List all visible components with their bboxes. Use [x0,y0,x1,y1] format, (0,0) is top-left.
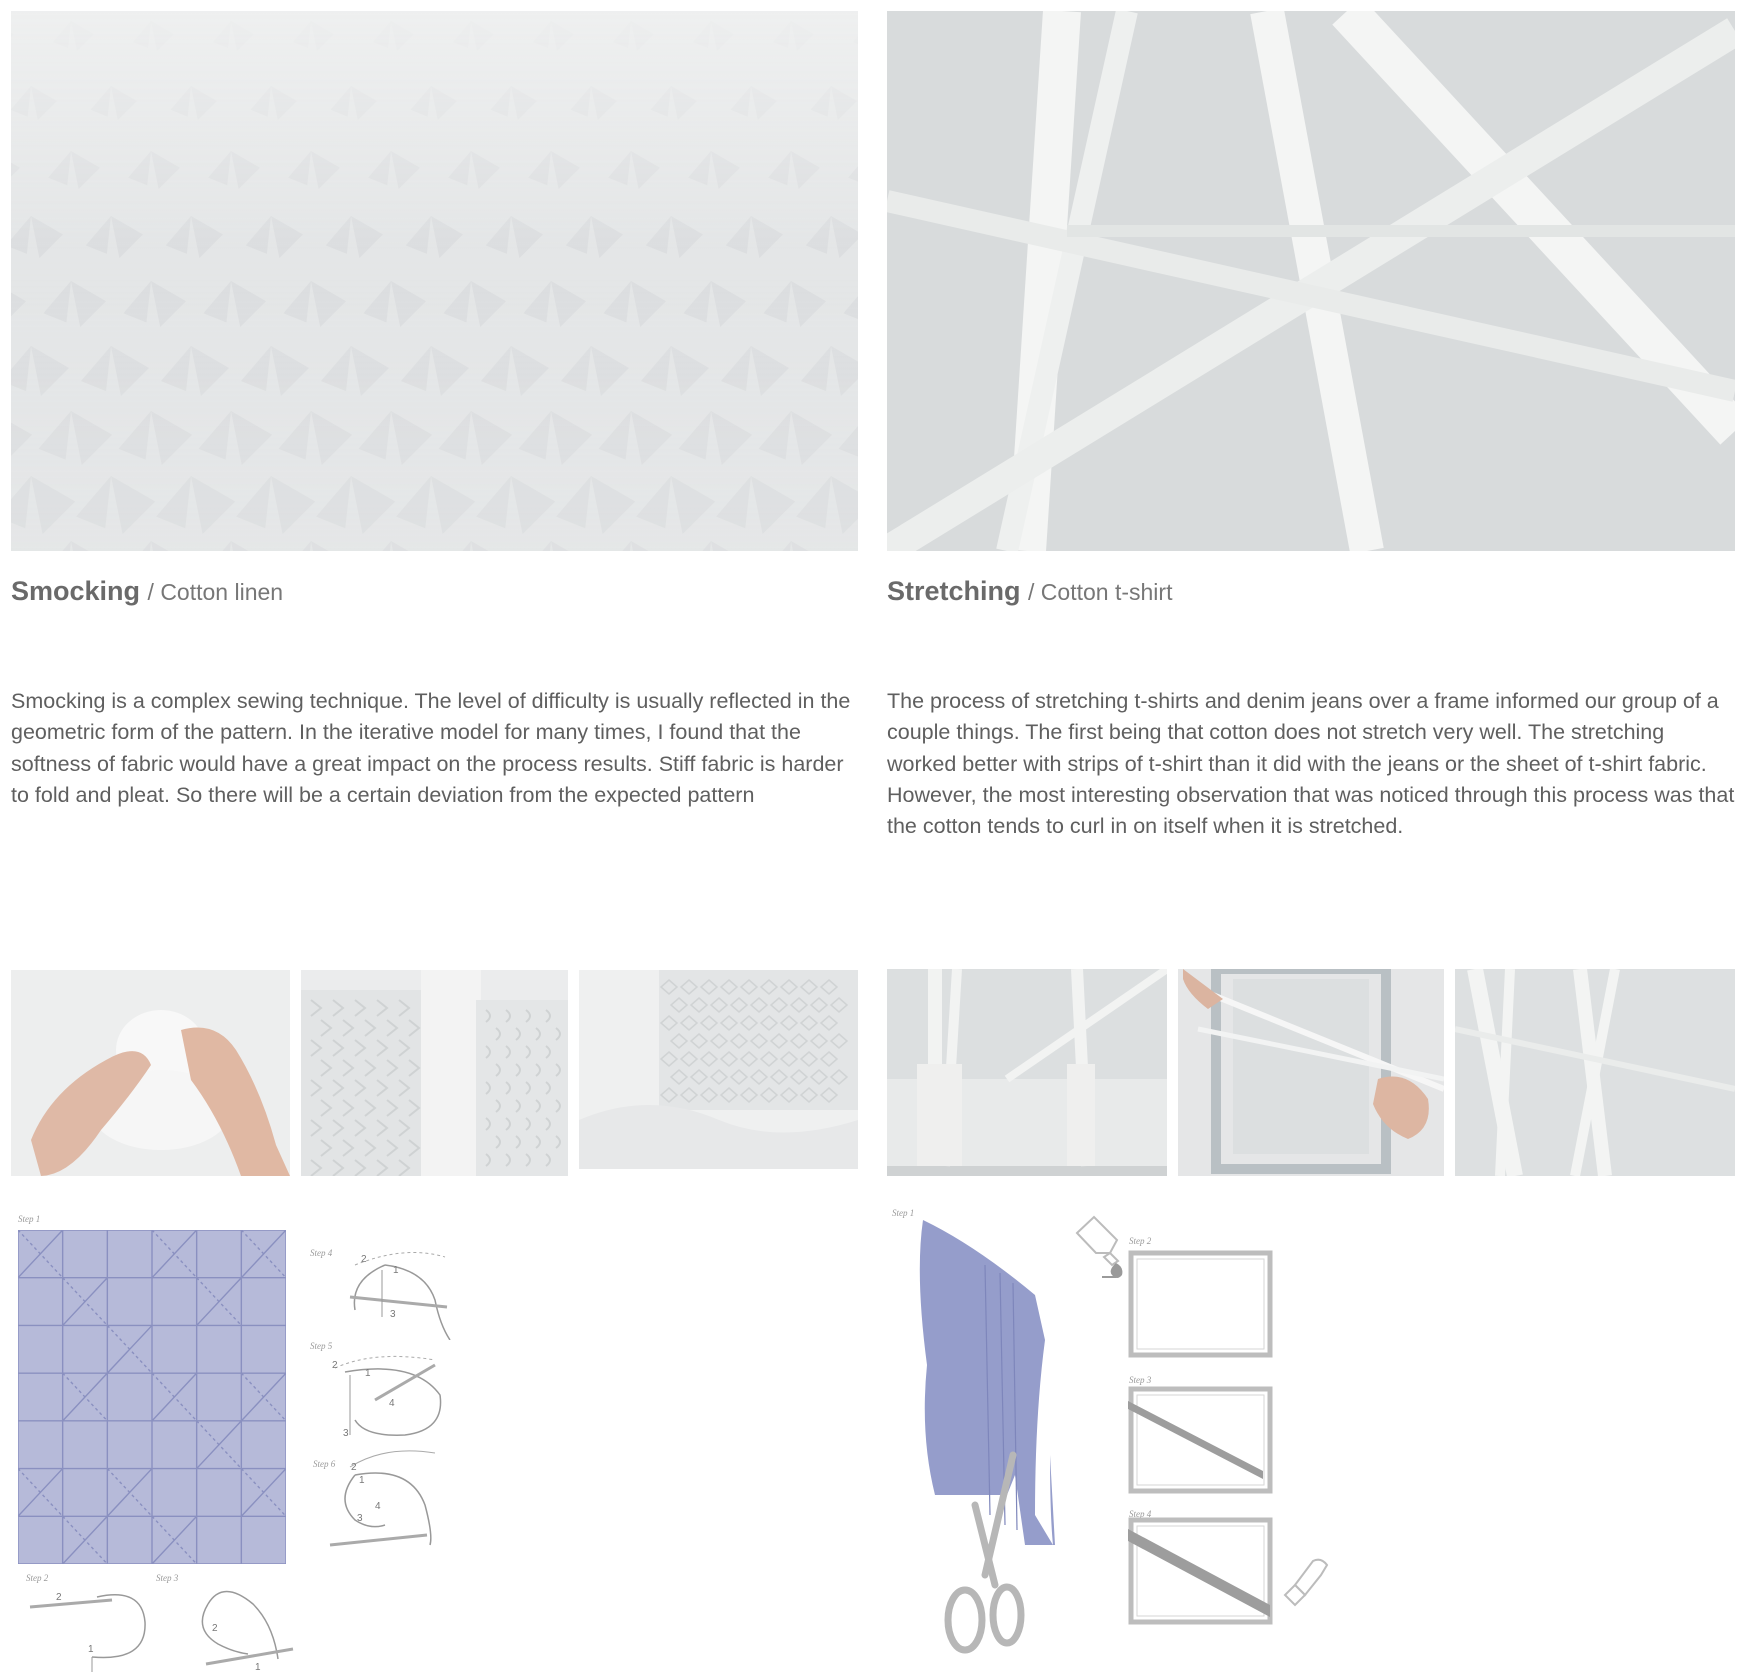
smocking-step2-num-1: 1 [88,1644,94,1655]
smocking-step4-num-1: 1 [393,1265,399,1276]
smocking-step2-label: Step 2 [26,1573,49,1583]
smocking-step3-diagram [188,1584,298,1674]
hands-stretching-frame-photo [1178,969,1444,1176]
smocking-step4-diagram [305,1245,455,1340]
smocking-subtitle: / Cotton linen [147,579,284,605]
stretching-strips-photo [887,11,1735,551]
stretching-subtitle: / Cotton t-shirt [1028,579,1173,605]
smocking-step4-label: Step 4 [310,1248,333,1258]
stretching-step1-label: Step 1 [892,1208,915,1218]
stretching-title [887,576,1172,607]
smocking-step6-num-4: 4 [375,1501,381,1512]
tshirt-cut-diagram [915,1215,1055,1655]
smocking-fabric-photo [11,11,858,551]
smocking-step4-num-3: 3 [390,1309,396,1320]
stretching-description: The process of stretching t-shirts and denim jeans over a frame informed our group of a couple things. The first being that cotton does not stretch very well. The stretching worked better with strips of t-shirt than it did with the jeans or the sheet of t-shirt fabric. However, the most interesting observation that was noticed through this process was that the cotton tends to curl in on itself when it is stretched. [887,689,1735,839]
smocking-step4-num-2: 2 [361,1254,367,1265]
smocking-sample-photo-2 [579,970,858,1169]
smocking-step3-num-2: 2 [212,1623,218,1634]
stretching-step4-label: Step 4 [1129,1509,1152,1519]
smocking-step2-diagram [22,1582,152,1672]
smocking-step6-num-2: 2 [351,1462,357,1473]
frame-step2-diagram [1128,1250,1273,1358]
glue-bottle-icon-2 [1265,1555,1330,1610]
smocking-step1-label: Step 1 [18,1214,41,1224]
smocking-step5-num-1: 1 [365,1368,371,1379]
frame-step3-diagram [1128,1386,1273,1494]
smocking-step6-num-3: 3 [357,1513,363,1524]
stretching-title-text: Stretching [887,576,1021,606]
strips-closeup-photo [1455,969,1735,1176]
frame-step4-diagram [1128,1517,1273,1625]
smocking-step3-label: Step 3 [156,1573,179,1583]
smocking-step5-num-3: 3 [343,1428,349,1439]
smocking-step5-diagram [305,1340,455,1440]
smocking-step3-num-1: 1 [255,1662,261,1673]
smocking-step5-num-4: 4 [389,1398,395,1409]
stretching-step3-label: Step 3 [1129,1375,1152,1385]
hands-sewing-photo [11,970,290,1176]
smocking-title-text: Smocking [11,576,141,606]
smocking-step6-num-1: 1 [359,1475,365,1486]
smocking-step6-diagram [315,1445,460,1550]
smocking-title [11,576,283,607]
smocking-description: Smocking is a complex sewing technique. The level of difficulty is usually reflected in the geometric form of the pattern. In the iterative model for many times, I found that the softness of fabric would have a great impact on the process results. Stiff fabric is harder to fold and pleat. So there will be a certain deviation from the expected pattern [11,689,851,807]
stretching-step2-label: Step 2 [1129,1236,1152,1246]
strips-on-frame-photo [887,969,1167,1176]
smocking-step5-label: Step 5 [310,1341,333,1351]
smocking-sample-photo-1 [301,970,568,1176]
smocking-step5-num-2: 2 [332,1360,338,1371]
smocking-step6-label: Step 6 [313,1459,336,1469]
smocking-grid-pattern [18,1230,286,1564]
smocking-step2-num-2: 2 [56,1592,62,1603]
